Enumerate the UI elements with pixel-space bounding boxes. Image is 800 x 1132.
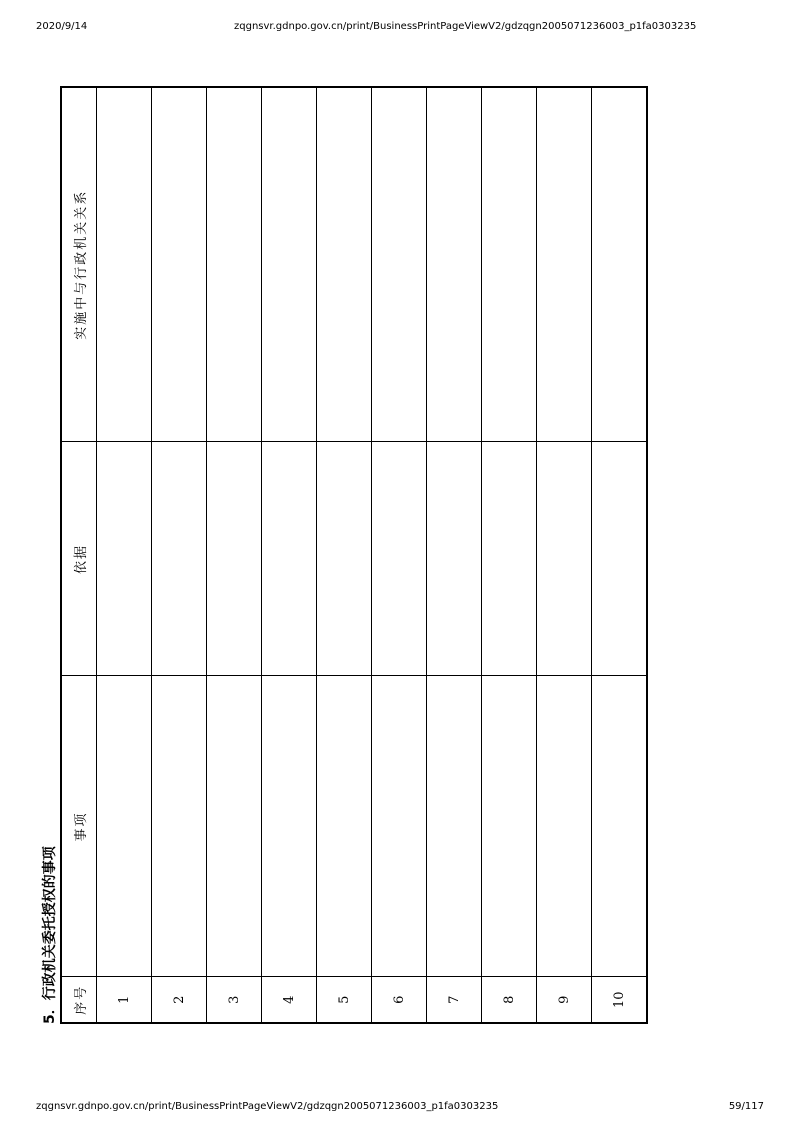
- cell-relation: [97, 87, 152, 442]
- cell-serial-no: 9: [537, 977, 592, 1023]
- table-row: [262, 87, 317, 1023]
- header-basis: 依据: [61, 442, 97, 676]
- cell-relation: [427, 87, 482, 442]
- cell-item: [207, 676, 262, 977]
- page-number: 59/117: [728, 1101, 764, 1112]
- cell-basis: [592, 442, 648, 676]
- table-row: [537, 87, 592, 1023]
- cell-relation: [317, 87, 372, 442]
- table-row: [372, 87, 427, 1023]
- header-relation: 实施中与行政机关关系: [61, 87, 97, 442]
- cell-relation: [482, 87, 537, 442]
- cell-basis: [537, 442, 592, 676]
- table-row: [97, 87, 152, 1023]
- table-row: [152, 87, 207, 1023]
- header-serial-no: 序号: [61, 977, 97, 1023]
- cell-relation: [207, 87, 262, 442]
- cell-item: [97, 676, 152, 977]
- cell-serial-no: 6: [372, 977, 427, 1023]
- cell-basis: [372, 442, 427, 676]
- delegation-table: [60, 86, 648, 1024]
- cell-relation: [372, 87, 427, 442]
- table-header-row: [61, 87, 97, 1023]
- cell-item: [262, 676, 317, 977]
- cell-serial-no: 8: [482, 977, 537, 1023]
- cell-relation: [262, 87, 317, 442]
- cell-serial-no: 2: [152, 977, 207, 1023]
- cell-relation: [592, 87, 648, 442]
- header-date: 2020/9/14: [36, 21, 88, 32]
- cell-basis: [482, 442, 537, 676]
- table-row: [317, 87, 372, 1023]
- table-row: [592, 87, 648, 1023]
- cell-serial-no: 5: [317, 977, 372, 1023]
- cell-serial-no: 3: [207, 977, 262, 1023]
- cell-basis: [97, 442, 152, 676]
- cell-basis: [262, 442, 317, 676]
- cell-basis: [207, 442, 262, 676]
- section-title: 5．行政机关委托授权的事项: [42, 846, 58, 1024]
- cell-serial-no: 7: [427, 977, 482, 1023]
- cell-serial-no: 10: [592, 977, 648, 1023]
- cell-item: [592, 676, 648, 977]
- cell-serial-no: 1: [97, 977, 152, 1023]
- cell-basis: [152, 442, 207, 676]
- cell-item: [372, 676, 427, 977]
- cell-item: [427, 676, 482, 977]
- rotated-table-block: [40, 88, 650, 1024]
- cell-item: [152, 676, 207, 977]
- header-url: zqgnsvr.gdnpo.gov.cn/print/BusinessPrintPageViewV2/gdzqgn2005071236003_p1fa0303235: [234, 21, 697, 32]
- table-row: [482, 87, 537, 1023]
- cell-relation: [537, 87, 592, 442]
- cell-item: [317, 676, 372, 977]
- footer-url: zqgnsvr.gdnpo.gov.cn/print/BusinessPrintPageViewV2/gdzqgn2005071236003_p1fa0303235: [36, 1101, 499, 1112]
- cell-item: [482, 676, 537, 977]
- table-row: [207, 87, 262, 1023]
- cell-item: [537, 676, 592, 977]
- cell-serial-no: 4: [262, 977, 317, 1023]
- header-item: 事项: [61, 676, 97, 977]
- cell-relation: [152, 87, 207, 442]
- table-row: [427, 87, 482, 1023]
- cell-basis: [317, 442, 372, 676]
- cell-basis: [427, 442, 482, 676]
